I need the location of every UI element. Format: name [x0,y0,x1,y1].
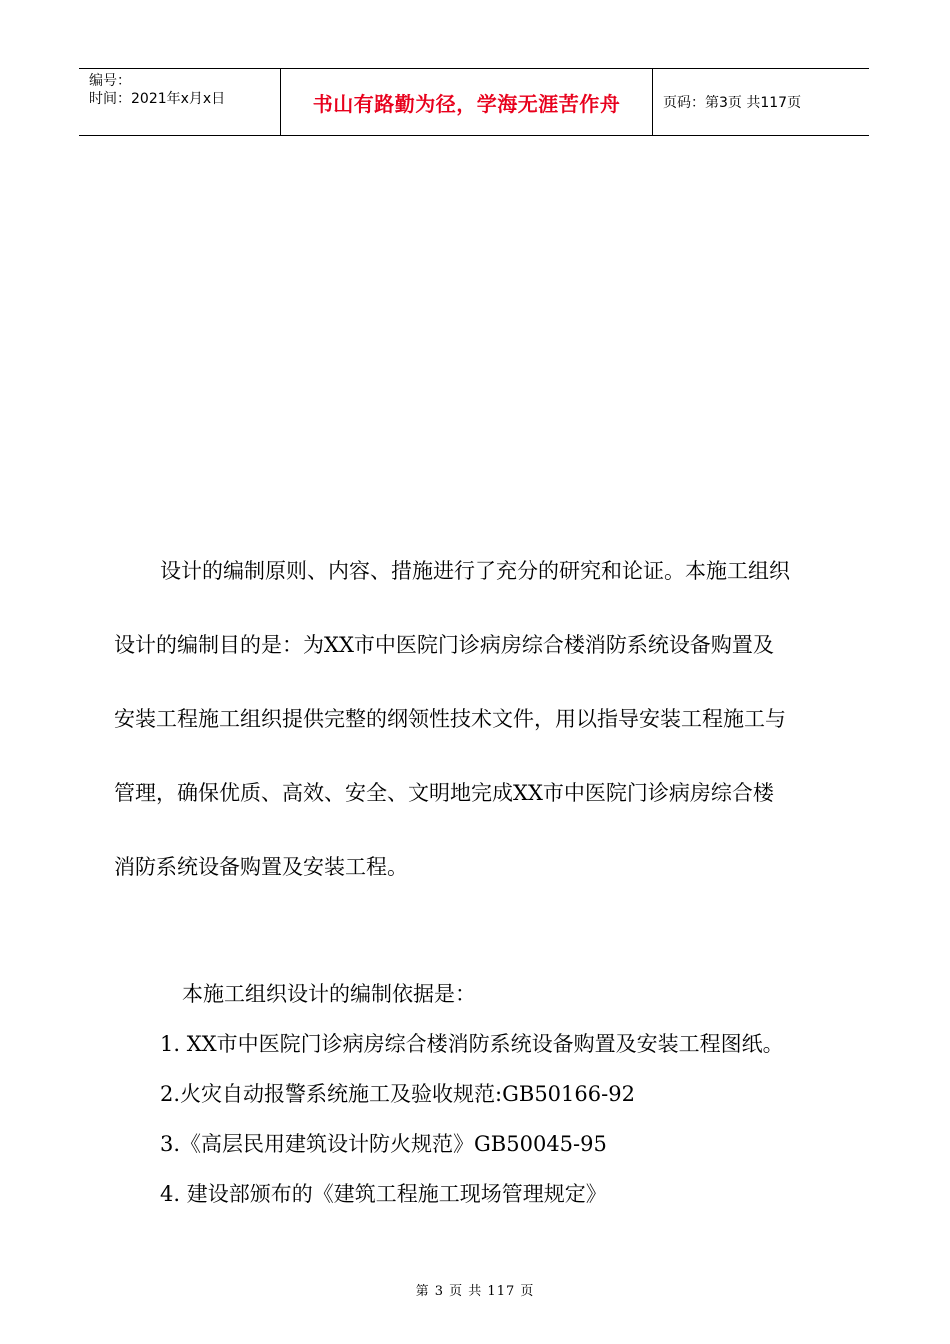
intro-line-5: 消防系统设备购置及安装工程。 [114,855,408,879]
basis-item-4: 4. 建设部颁布的《建筑工程施工现场管理规定》 [160,1182,607,1206]
intro-line-2: 设计的编制目的是：为XX市中医院门诊病房综合楼消防系统设备购置及 [114,633,774,657]
basis-item-1: 1. XX市中医院门诊病房综合楼消防系统设备购置及安装工程图纸。 [160,1032,784,1056]
document-time-label: 时间：2021年x月x日 [89,91,226,107]
document-number-label: 编号： [89,73,131,89]
header-meta-cell [79,69,281,135]
page-footer: 第 3 页 共 117 页 [415,1284,535,1299]
header-motto: 书山有路勤为径，学海无涯苦作舟 [281,69,653,135]
basis-heading: 本施工组织设计的编制依据是： [182,982,476,1006]
intro-line-1: 设计的编制原则、内容、措施进行了充分的研究和论证。本施工组织 [160,559,790,583]
document-header [79,68,869,136]
intro-line-3: 安装工程施工组织提供完整的纲领性技术文件，用以指导安装工程施工与 [114,707,786,731]
basis-item-2: 2.火灾自动报警系统施工及验收规范:GB50166-92 [160,1082,635,1106]
intro-line-4: 管理，确保优质、高效、安全、文明地完成XX市中医院门诊病房综合楼 [114,781,774,805]
header-page-number: 页码：第3页 共117页 [663,95,802,111]
basis-item-3: 3.《高层民用建筑设计防火规范》GB50045-95 [160,1132,607,1156]
